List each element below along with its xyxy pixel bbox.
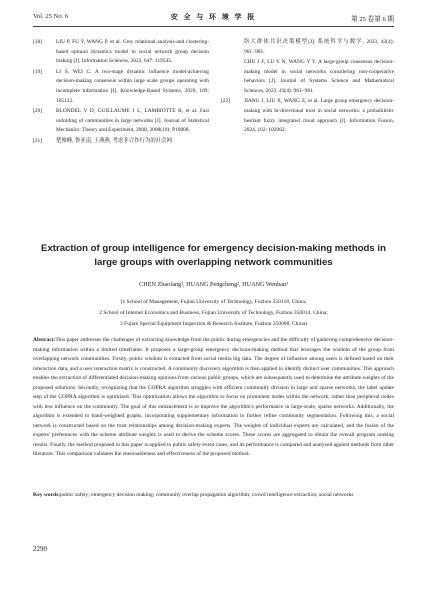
reference-text: LIU P, FU Y, WANG P, et al. Grey relational analysis-and clustering-based opinion dynamics model in social network group decision making [J]. Information Sciences, 2023, 647: 119545. [56, 39, 209, 65]
reference-item [33, 137, 209, 147]
reference-item [33, 107, 209, 136]
reference-item [33, 68, 209, 107]
reference-item [221, 38, 394, 57]
references-right-column [221, 38, 394, 137]
affiliation-line: 2 School of Internet Economics and Business, Fujian University of Technology, Fuzhou 350014, China; [99, 310, 328, 317]
keywords-label: Key words: [33, 492, 61, 498]
reference-text: BLONDEL V D, GUILLAUME J L, LAMBIOTTE R, et al. Fast unfolding of communities in large networks [J]. Journal of Statistical Mechanics: Theory and Experiment, 2008, 2008(10): P10008. [56, 107, 209, 134]
abstract-block [33, 336, 394, 460]
reference-number: [19] [33, 68, 42, 75]
english-title: Extraction of group intelligence for emergency decision-making methods in large groups with overlapping network communities [41, 243, 386, 268]
reference-number: [18] [33, 39, 42, 45]
reference-number: [20] [33, 107, 42, 114]
affiliation-line: (1 School of Management, Fujian University of Technology, Fuzhou 350118, China; [120, 299, 307, 305]
header-journal: 安 全 与 环 境 学 报 [170, 13, 257, 21]
affiliations [0, 297, 427, 331]
keywords-text: public safety; emergency decision making; community overlap propagation algorithm; crowd intelligence extraction; social networks [60, 492, 354, 498]
reference-text: CHU J F, LU Y N, WANG Y Y. A large-group consensus decision-making model in social networks considering non-cooperative behaviors [J]. Journal of Systems Science and Mathematical Sciences, 2023, 43(4): 961−981. [244, 58, 394, 95]
reference-number: [21] [33, 137, 42, 144]
reference-text: LI S, WEI C. A two-stage dynamic influence model-achieving decision-making consensus within large scale groups operating with incomplete information [J]. Knowledge-Based Systems, 2020, 189: 105132. [56, 68, 209, 104]
keywords-block [33, 491, 394, 501]
header-issue: 第 25 卷第 6 期 [351, 16, 394, 23]
references-left-column [33, 38, 209, 147]
running-header [33, 10, 394, 27]
reference-item [221, 97, 394, 136]
page-number: 2290 [33, 545, 47, 553]
reference-item [221, 58, 394, 97]
abstract-label: Abstract: [33, 337, 56, 343]
reference-number: [22] [221, 98, 230, 105]
reference-item [33, 38, 209, 67]
header-volume: Vol. 25 No. 6 [33, 13, 69, 20]
abstract-text: This paper addresses the challenges of extracting knowledge from the public during emergencies and the difficulty of gathering comprehensive decision-making information within a limited timeframe. It proposes a large-group emergency decision-making method that leverages the wisdom of the group from overlapping network communities. Firstly, public wisdom is extracted from social media big data. The degree of influence among users is defined based on their interaction data, and a user interaction matrix is constructed. A community discovery algorithm is then applied to identify distinct user communities. This approach enables the extraction of differentiated decision-making opinions from various public groups, which are subsequently used to determine the attribute weights of the proposed solutions. Secondly, recognizing that the COPRA algorithm struggles with efficient community division in large and sparse networks, the label update step of the COPRA algorithm is optimized. This optimization allows the algorithm to focus on prominent nodes within the network, rather than peripheral nodes with less influence on the community. The goal of this enhancement is to improve the algorithm's performance in large-scale, sparse networks. Additionally, the algorithm is extended to band-weighted graphs, incorporating supplementary information to further refine community segmentation. Following this, a social network is constructed based on the trust relationships among decision-making experts. The weights of individual experts are calculated, and the fusion of the experts' preferences with the scheme attribute weights is used to derive the scheme scores. These scores are aggregated to obtain the overall program ranking results. Finally, the method proposed in this paper is applied to public safety event cases, and its performance is compared and analyzed against methods from other literature. This comparison validates the reasonableness and effectiveness of the proposed method. [33, 337, 394, 457]
reference-text: 络大群体共识决策模型[J]. 系统科学与数学, 2023, 43(4): 961−981. [244, 39, 394, 55]
reference-text: 楚俊峰, 鲁亚南, 王燕燕. 考虑非合作行为的社会网 [56, 137, 172, 144]
authors-line: CHEN Zhaofang¹, HUANG Pengcheng², HUANG Wenhan³ [139, 281, 288, 288]
reference-text: JIANG J, LIU X, WANG Z, et al. Large group emergency decision-making with bi-directional trust in social networks: a probabilistic hesitant fuzzy integrated cloud approach [J]. Information Fusion, 2024, 102: 102062. [244, 98, 394, 134]
affiliation-line: 3 Fujian Special Equipment Inspection & Research Institute, Fuzhou 350008, China) [120, 321, 307, 328]
